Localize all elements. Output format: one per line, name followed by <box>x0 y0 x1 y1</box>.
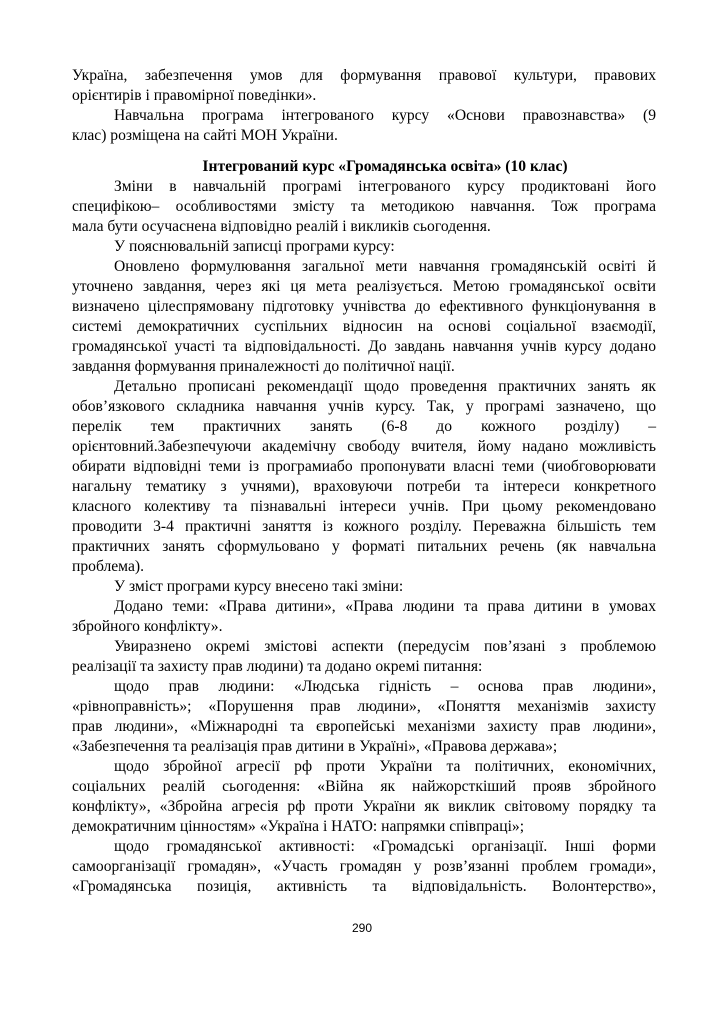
text-line: специфікою– особливостями змісту та методикою навчання. Тож програма <box>72 198 656 215</box>
text-line: перелік тем практичних занять (6-8 до кожного розділу) – <box>72 418 656 435</box>
text-line: конфлікту», «Збройна агресія рф проти України як виклик світовому порядку та <box>72 798 656 815</box>
text-line: орієнтирів і правомірної поведінки». <box>72 87 317 104</box>
text-line: Детально прописані рекомендації щодо проведення практичних занять як <box>114 378 656 395</box>
text-line: Оновлено формулювання загальної мети навчання громадянській освіті й <box>114 258 656 275</box>
text-line: практичних занять сформульовано у форматі питальних речень (як навчальна <box>72 538 656 555</box>
text-line: «Забезпечення та реалізація прав дитини в Україні», «Правова держава»; <box>72 738 558 755</box>
text-line: збройного конфлікту». <box>72 618 223 635</box>
text-line: мала бути осучаснена відповідно реалій і викликів сьогодення. <box>72 218 491 235</box>
text-line: прав людини», «Міжнародні та європейські механізми захисту прав людини», <box>72 718 656 735</box>
text-line: Навчальна програма інтегрованого курсу «Основи правознавства» (9 <box>114 107 656 124</box>
text-line: соціальних реалій сьогодення: «Війна як найжорсткіший прояв збройного <box>72 778 656 795</box>
text-line: нагальну тематику з учнями), враховуючи потреби та інтереси конкретного <box>72 478 656 495</box>
text-line: класного колективу та пізнавальні інтереси учнів. При цьому рекомендовано <box>72 498 656 515</box>
section-heading: Інтегрований курс «Громадянська освіта» (10 клас) <box>202 158 568 175</box>
text-line: завдання формування приналежності до політичної нації. <box>72 358 455 375</box>
text-line: визначено цілеспрямовану підготовку учнівства до ефективного функціонування в <box>72 298 656 315</box>
document-page <box>72 66 656 897</box>
text-line: реалізації та захисту прав людини) та додано окремі питання: <box>72 658 483 675</box>
text-line: Увиразнено окремі змістові аспекти (передусім пов’язані з проблемою <box>114 638 656 655</box>
text-line: уточнено завдання, через які ця мета реалізується. Метою громадянської освіти <box>72 278 656 295</box>
text-line: «Громадянська позиція, активність та відповідальність. Волонтерство», <box>72 878 656 895</box>
text-line: громадянської участі та відповідальності. До завдань навчання учнів курсу додано <box>72 338 656 355</box>
text-line: щодо збройної агресії рф проти України та політичних, економічних, <box>114 758 656 775</box>
text-line: демократичним цінностям» «Україна і НАТО: напрямки співпраці»; <box>72 818 525 835</box>
text-line: У пояснювальній записці програми курсу: <box>114 238 395 255</box>
text-line: проводити 3-4 практичні заняття із кожного розділу. Переважна більшість тем <box>72 518 656 535</box>
text-line: обирати відповідні теми із програмиабо пропонувати власні теми (чиобговорювати <box>72 458 656 475</box>
text-line: орієнтовний.Забезпечуючи академічну свободу вчителя, йому надано можливість <box>72 438 656 455</box>
text-line: Україна, забезпечення умов для формування правової культури, правових <box>72 67 656 84</box>
text-line: Додано теми: «Права дитини», «Права людини та права дитини в умовах <box>114 598 656 615</box>
text-line: клас) розміщена на сайті МОН України. <box>72 127 338 144</box>
text-line: системі демократичних суспільних відносин на основі соціальної взаємодії, <box>72 318 656 335</box>
text-line: щодо громадянської активності: «Громадські організації. Інші форми <box>114 838 656 855</box>
page-number: 290 <box>351 921 373 935</box>
text-line: У зміст програми курсу внесено такі зміни: <box>114 578 404 595</box>
text-line: Зміни в навчальній програмі інтегрованого курсу продиктовані його <box>114 178 656 195</box>
text-line: самоорганізації громадян», «Участь громадян у розв’язанні проблем громади», <box>72 858 656 875</box>
text-line: «рівноправність»; «Порушення прав людини», «Поняття механізмів захисту <box>72 698 656 715</box>
text-line: проблема). <box>72 558 144 575</box>
text-line: щодо прав людини: «Людська гідність – основа прав людини», <box>114 678 656 695</box>
text-line: обов’язкового складника навчання учнів курсу. Так, у програмі зазначено, що <box>72 398 656 415</box>
